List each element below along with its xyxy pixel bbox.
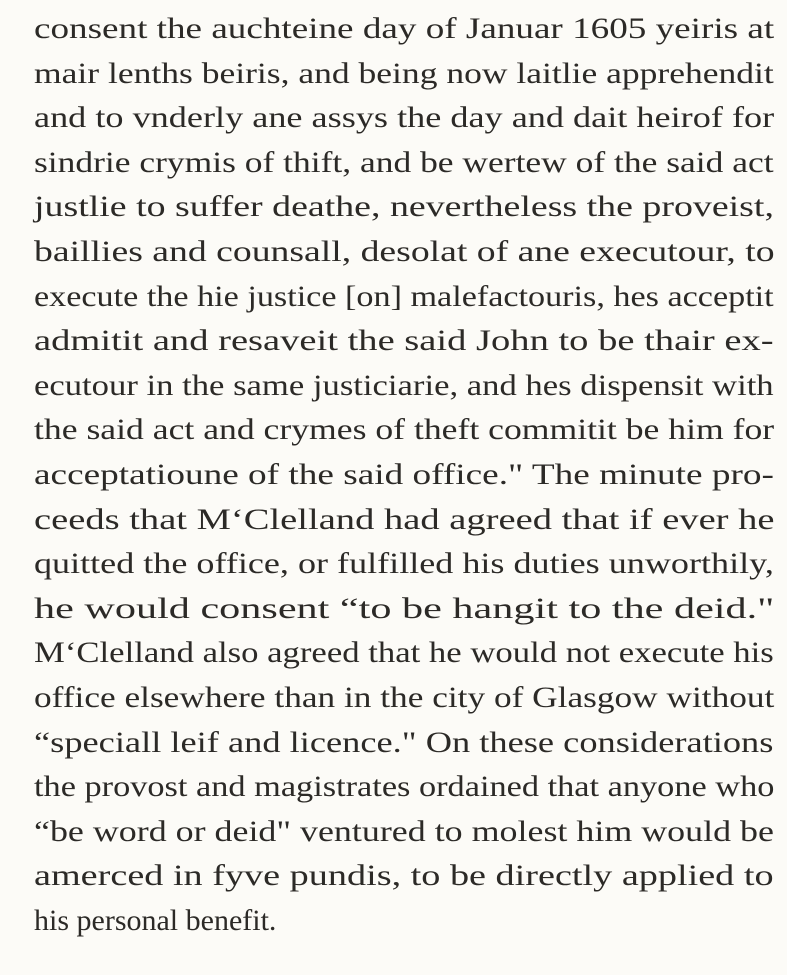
text-line-14: he would consent “to be hangit to the deid." xyxy=(34,591,775,625)
text-line-10: the said act and crymes of theft commitit be him for xyxy=(34,413,775,447)
document-page xyxy=(34,0,774,975)
text-line-4: sindrie crymis of thift, and be wertew of the said act xyxy=(34,145,774,179)
text-line-17: “speciall leif and licence." On these considerations xyxy=(34,725,774,759)
text-line-1: consent the auchteine day of Januar 1605 yeiris at xyxy=(34,12,775,45)
text-line-16: office elsewhere than in the city of Glasgow without xyxy=(34,681,775,714)
text-line-12: ceeds that M‘Clelland had agreed that if ever he xyxy=(34,502,775,536)
text-line-13: quitted the office, or fulfilled his duties unworthily, xyxy=(34,547,774,581)
text-line-11: acceptatioune of the said office." The minute pro- xyxy=(34,458,774,491)
text-line-15: M‘Clelland also agreed that he would not execute his xyxy=(34,636,774,670)
text-line-18: the provost and magistrates ordained that anyone who xyxy=(34,770,775,804)
text-line-6: baillies and counsall, desolat of ane executour, to xyxy=(34,235,775,268)
text-line-5: justlie to suffer deathe, nevertheless the proveist, xyxy=(34,190,774,224)
text-line-3: and to vnderly ane assys the day and dait heirof for xyxy=(34,101,775,135)
text-line-8: admitit and resaveit the said John to be thair ex- xyxy=(34,324,774,358)
text-line-9: ecutour in the same justiciarie, and hes dispensit with xyxy=(34,368,774,402)
text-line-20: amerced in fyve pundis, to be directly applied to xyxy=(34,859,774,893)
text-line-21: his personal benefit. xyxy=(34,904,277,937)
text-line-7: execute the hie justice [on] malefactouris, hes acceptit xyxy=(34,279,774,313)
text-line-19: “be word or deid" ventured to molest him would be xyxy=(34,814,774,848)
text-line-2: mair lenths beiris, and being now laitlie apprehendit xyxy=(34,56,774,90)
